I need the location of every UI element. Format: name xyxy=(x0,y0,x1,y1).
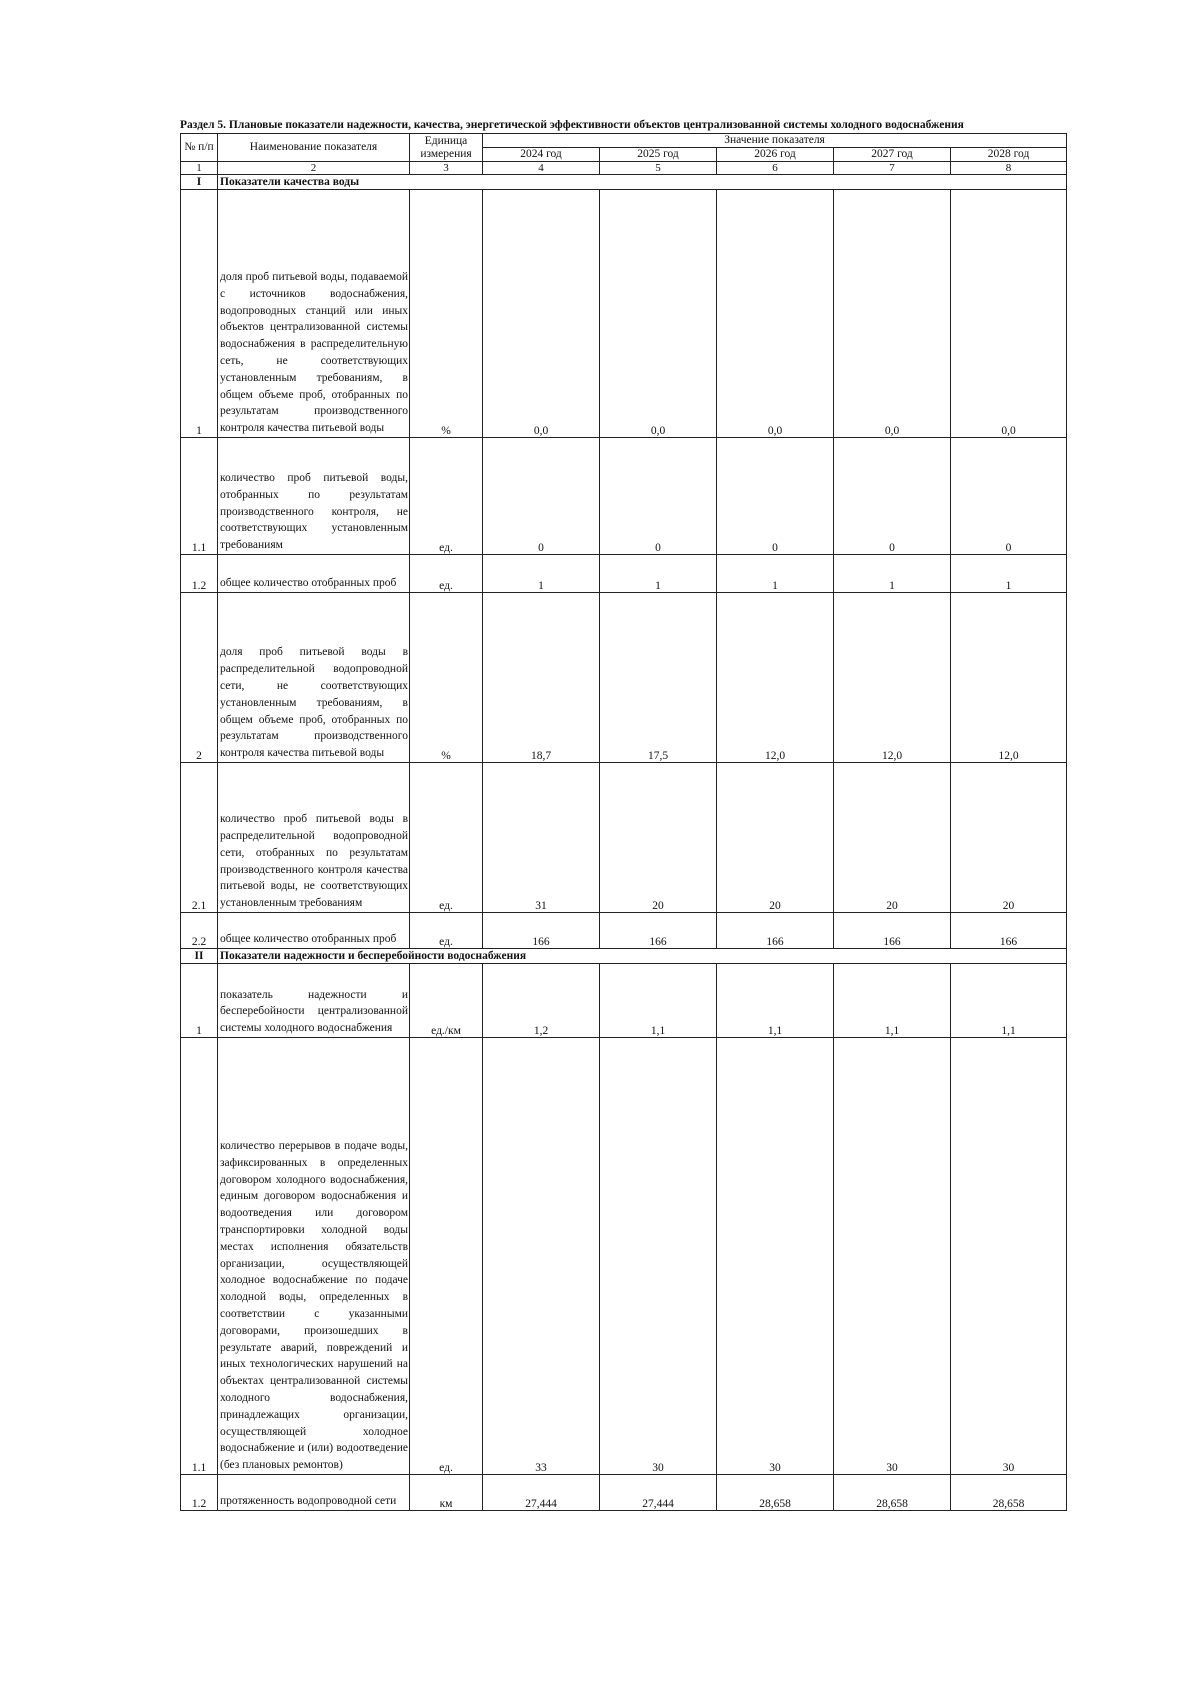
table-row xyxy=(181,593,1067,763)
value-2028: 1 xyxy=(951,555,1067,593)
value-2024: 166 xyxy=(483,913,600,949)
value-2027: 1,1 xyxy=(834,964,951,1038)
table-row xyxy=(181,763,1067,913)
value-2026: 0,0 xyxy=(717,190,834,438)
table-row xyxy=(181,964,1067,1038)
row-number: 1.1 xyxy=(181,1038,218,1475)
value-2024: 0 xyxy=(483,438,600,555)
value-2026: 20 xyxy=(717,763,834,913)
value-2027: 1 xyxy=(834,555,951,593)
table-row xyxy=(181,1038,1067,1475)
value-2027: 0 xyxy=(834,438,951,555)
value-2026: 12,0 xyxy=(717,593,834,763)
value-2025: 166 xyxy=(600,913,717,949)
indicator-name: количество проб питьевой воды, отобранных по результатам производственного контроля, не соответствующих установленным требованиям xyxy=(218,438,410,555)
value-2026: 1,1 xyxy=(717,964,834,1038)
column-number: 8 xyxy=(951,162,1067,175)
header-year: 2028 год xyxy=(951,148,1067,162)
column-number: 2 xyxy=(218,162,410,175)
value-2024: 31 xyxy=(483,763,600,913)
value-2028: 0,0 xyxy=(951,190,1067,438)
indicator-name: доля проб питьевой воды, подаваемой с источников водоснабжения, водопроводных станций или иных объектов централизованной системы водоснабжения в распределительную сеть, не соответствующих установленным требованиям, в общем объеме проб, отобранных по результатам производственного контроля качества питьевой воды xyxy=(218,190,410,438)
value-2025: 17,5 xyxy=(600,593,717,763)
value-2025: 1 xyxy=(600,555,717,593)
section-row xyxy=(181,949,1067,964)
section-row xyxy=(181,175,1067,190)
unit: % xyxy=(410,593,483,763)
row-number: 1.1 xyxy=(181,438,218,555)
header-year: 2026 год xyxy=(717,148,834,162)
column-numbers-row xyxy=(181,162,1067,175)
section-title: Раздел 5. Плановые показатели надежности, качества, энергетической эффективности объектов централизованной системы холодного водоснабжения xyxy=(180,119,964,131)
unit: ед. xyxy=(410,1038,483,1475)
value-2024: 18,7 xyxy=(483,593,600,763)
row-number: 1 xyxy=(181,190,218,438)
row-number: 2 xyxy=(181,593,218,763)
indicator-name: доля проб питьевой воды в распределительной водопроводной сети, не соответствующих установленным требованиям, в общем объеме проб, отобранных по результатам производственного контроля качества питьевой воды xyxy=(218,593,410,763)
indicator-name: количество проб питьевой воды в распределительной водопроводной сети, отобранных по результатам производственного контроля качества питьевой воды, не соответствующих установленным требованиям xyxy=(218,763,410,913)
unit: ед. xyxy=(410,438,483,555)
indicator-name: протяженность водопроводной сети xyxy=(218,1475,410,1511)
value-2025: 20 xyxy=(600,763,717,913)
column-number: 7 xyxy=(834,162,951,175)
column-number: 6 xyxy=(717,162,834,175)
table-row xyxy=(181,1475,1067,1511)
value-2024: 1,2 xyxy=(483,964,600,1038)
unit: км xyxy=(410,1475,483,1511)
indicator-name: общее количество отобранных проб xyxy=(218,913,410,949)
value-2026: 1 xyxy=(717,555,834,593)
value-2027: 0,0 xyxy=(834,190,951,438)
column-number: 4 xyxy=(483,162,600,175)
value-2028: 1,1 xyxy=(951,964,1067,1038)
column-number: 3 xyxy=(410,162,483,175)
unit: ед./км xyxy=(410,964,483,1038)
indicator-name: общее количество отобранных проб xyxy=(218,555,410,593)
value-2028: 28,658 xyxy=(951,1475,1067,1511)
header-row-top xyxy=(181,134,1067,148)
column-number: 1 xyxy=(181,162,218,175)
value-2028: 166 xyxy=(951,913,1067,949)
value-2027: 12,0 xyxy=(834,593,951,763)
value-2025: 30 xyxy=(600,1038,717,1475)
header-value-group: Значение показателя xyxy=(483,134,1067,148)
indicator-name: количество перерывов в подаче воды, зафиксированных в определенных договором холодного водоснабжения, единым договором водоснабжения и водоотведения или договором транспортировки холодной воды местах исполнения обязательств организации, осуществляющей холодное водоснабжение по подаче холодной воды, определенных в соответствии с указанными договорами, произошедших в результате аварий, повреждений и иных технологических нарушений на объектах централизованной системы холодного водоснабжения, принадлежащих организации, осуществляющей холодное водоснабжение и (или) водоотведение (без плановых ремонтов) xyxy=(218,1038,410,1475)
table-row xyxy=(181,190,1067,438)
header-num: № п/п xyxy=(181,134,218,162)
value-2026: 30 xyxy=(717,1038,834,1475)
value-2028: 12,0 xyxy=(951,593,1067,763)
row-number: 1.2 xyxy=(181,555,218,593)
header-year: 2025 год xyxy=(600,148,717,162)
value-2024: 33 xyxy=(483,1038,600,1475)
value-2028: 20 xyxy=(951,763,1067,913)
value-2025: 0,0 xyxy=(600,190,717,438)
header-unit: Единица измерения xyxy=(410,134,483,162)
row-number: 1 xyxy=(181,964,218,1038)
section-heading: Показатели качества воды xyxy=(218,175,1067,190)
unit: ед. xyxy=(410,555,483,593)
value-2024: 0,0 xyxy=(483,190,600,438)
value-2026: 0 xyxy=(717,438,834,555)
row-number: 2.2 xyxy=(181,913,218,949)
indicator-name: показатель надежности и бесперебойности централизованной системы холодного водоснабжения xyxy=(218,964,410,1038)
indicators-table xyxy=(180,133,1067,1511)
unit: % xyxy=(410,190,483,438)
header-year: 2027 год xyxy=(834,148,951,162)
table-row xyxy=(181,438,1067,555)
value-2025: 1,1 xyxy=(600,964,717,1038)
value-2025: 27,444 xyxy=(600,1475,717,1511)
document-page xyxy=(180,118,1066,1511)
row-number: 1.2 xyxy=(181,1475,218,1511)
unit: ед. xyxy=(410,763,483,913)
header-year: 2024 год xyxy=(483,148,600,162)
value-2027: 166 xyxy=(834,913,951,949)
value-2027: 20 xyxy=(834,763,951,913)
header-name: Наименование показателя xyxy=(218,134,410,162)
value-2024: 1 xyxy=(483,555,600,593)
table-row xyxy=(181,913,1067,949)
value-2025: 0 xyxy=(600,438,717,555)
value-2027: 30 xyxy=(834,1038,951,1475)
value-2024: 27,444 xyxy=(483,1475,600,1511)
section-number: I xyxy=(181,175,218,190)
column-number: 5 xyxy=(600,162,717,175)
value-2026: 28,658 xyxy=(717,1475,834,1511)
value-2028: 0 xyxy=(951,438,1067,555)
value-2026: 166 xyxy=(717,913,834,949)
unit: ед. xyxy=(410,913,483,949)
section-number: II xyxy=(181,949,218,964)
value-2028: 30 xyxy=(951,1038,1067,1475)
section-heading: Показатели надежности и бесперебойности водоснабжения xyxy=(218,949,1067,964)
table-row xyxy=(181,555,1067,593)
row-number: 2.1 xyxy=(181,763,218,913)
value-2027: 28,658 xyxy=(834,1475,951,1511)
